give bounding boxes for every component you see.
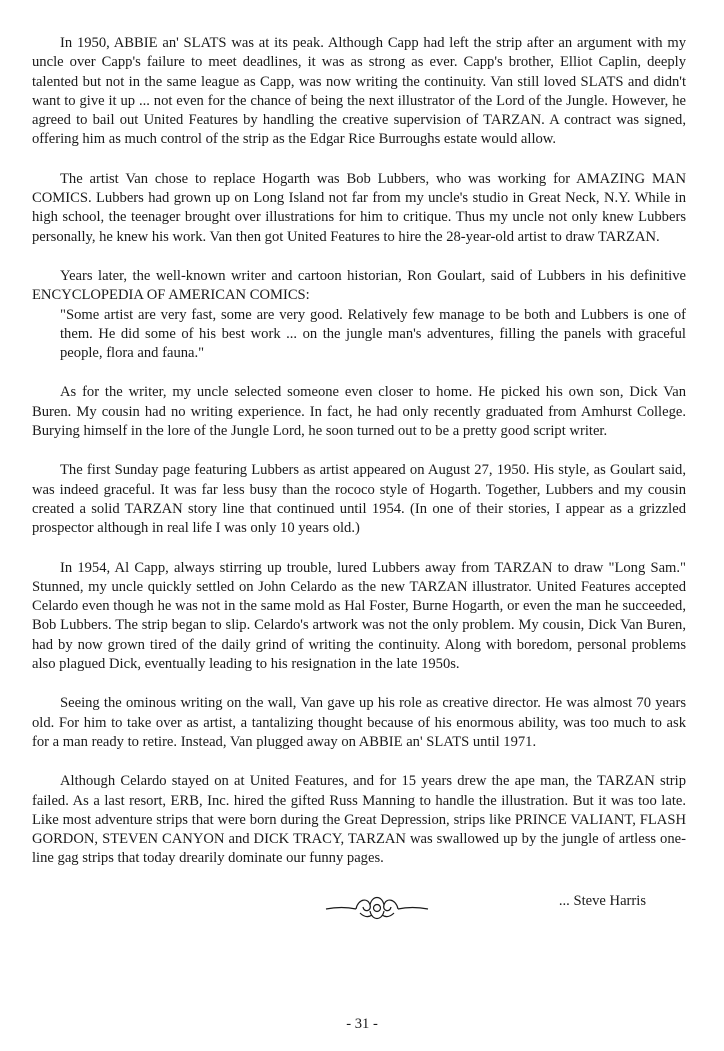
paragraph-7: Seeing the ominous writing on the wall, Van gave up his role as creative director. He was almost 70 years old. For him to take over as artist, a tantalizing thought because of his enormous ability, was too much to ask for a man ready to retire. Instead, Van plugged away on ABBIE an' SLATS until 1971. [32,695,686,750]
signature-row [32,889,686,929]
paragraph-1: In 1950, ABBIE an' SLATS was at its peak. Although Capp had left the strip after an argument with my uncle over Capp's failure to meet deadlines, it was as strong as ever. Capp's brother, Elliot Caplin, deeply talented but not in the same league as Capp, was now writing the continuity. Van still loved SLATS and didn't want to give it up ... not even for the chance of being the next illustrator of the Lord of the Jungle. However, he agreed to bail out United Features by handling the creative supervision of TARZAN. A contract was signed, offering him as much control of the strip as the Edgar Rice Burroughs estate would allow. [32,35,686,148]
paragraph-6: In 1954, Al Capp, always stirring up trouble, lured Lubbers away from TARZAN to draw "Long Sam." Stunned, my uncle quickly settled on John Celardo as the new TARZAN illustrator. United Features accepted Celardo even though he was not in the same mold as Hal Foster, Burne Hogarth, or even the man he succeeded, Bob Lubbers. The strip began to slip. Celardo's artwork was not the only problem. My cousin, Dick Van Buren, had by now grown tired of the daily grind of writing the continuity. Along with boredom, personal problems also plagued Dick, eventually leading to his resignation in the late 1950s. [32,559,686,673]
paragraph-2: The artist Van chose to replace Hogarth was Bob Lubbers, who was working for AMAZING MAN COMICS. Lubbers had grown up on Long Island not far from my uncle's studio in Great Neck, N.Y. While in high school, the teenager brought over illustrations for him to critique. Thus my uncle not only knew Lubbers personally, he knew his work. Van then got United Features to hire the 28-year-old artist to draw TARZAN. [32,170,686,245]
page-number: - 31 - [346,1016,378,1032]
paragraph-3: Years later, the well-known writer and cartoon historian, Ron Goulart, said of Lubbers in his definitive ENCYCLOPEDIA OF AMERICAN COMICS: [32,267,686,304]
author-signature: ... Steve Harris [558,892,646,909]
paragraph-4: As for the writer, my uncle selected someone even closer to home. He picked his own son, Dick Van Buren. My cousin had no writing experience. In fact, he had only recently graduated from Amhurst College. Burying himself in the lore of the Jungle Lord, he soon turned out to be a pretty good script writer. [32,384,686,440]
block-quote: "Some artist are very fast, some are very good. Relatively few manage to be both and Lubbers is one of them. He did some of his best work ... on the jungle man's adventures, filling the panels with graceful people, flora and fauna." [60,306,686,362]
flourish-ornament-icon [322,889,432,925]
paragraph-5: The first Sunday page featuring Lubbers as artist appeared on August 27, 1950. His style, as Goulart said, was indeed graceful. It was far less busy than the rococo style of Hogarth. Together, Lubbers and my cousin created a solid TARZAN story line that continued until 1954. (In one of their stories, I appear as a grizzled prospector although in real life I was only 10 years old.) [32,462,686,537]
paragraph-8: Although Celardo stayed on at United Features, and for 15 years drew the ape man, the TARZAN strip failed. As a last resort, ERB, Inc. hired the gifted Russ Manning to handle the illustration. But it was too late. Like most adventure strips that were born during the Great Depression, strips like PRINCE VALIANT, FLASH GORDON, STEVEN CANYON and DICK TRACY, TARZAN was swallowed up by the jungle of artless one-line gag strips that today drearily dominate our funny pages. [32,773,686,867]
